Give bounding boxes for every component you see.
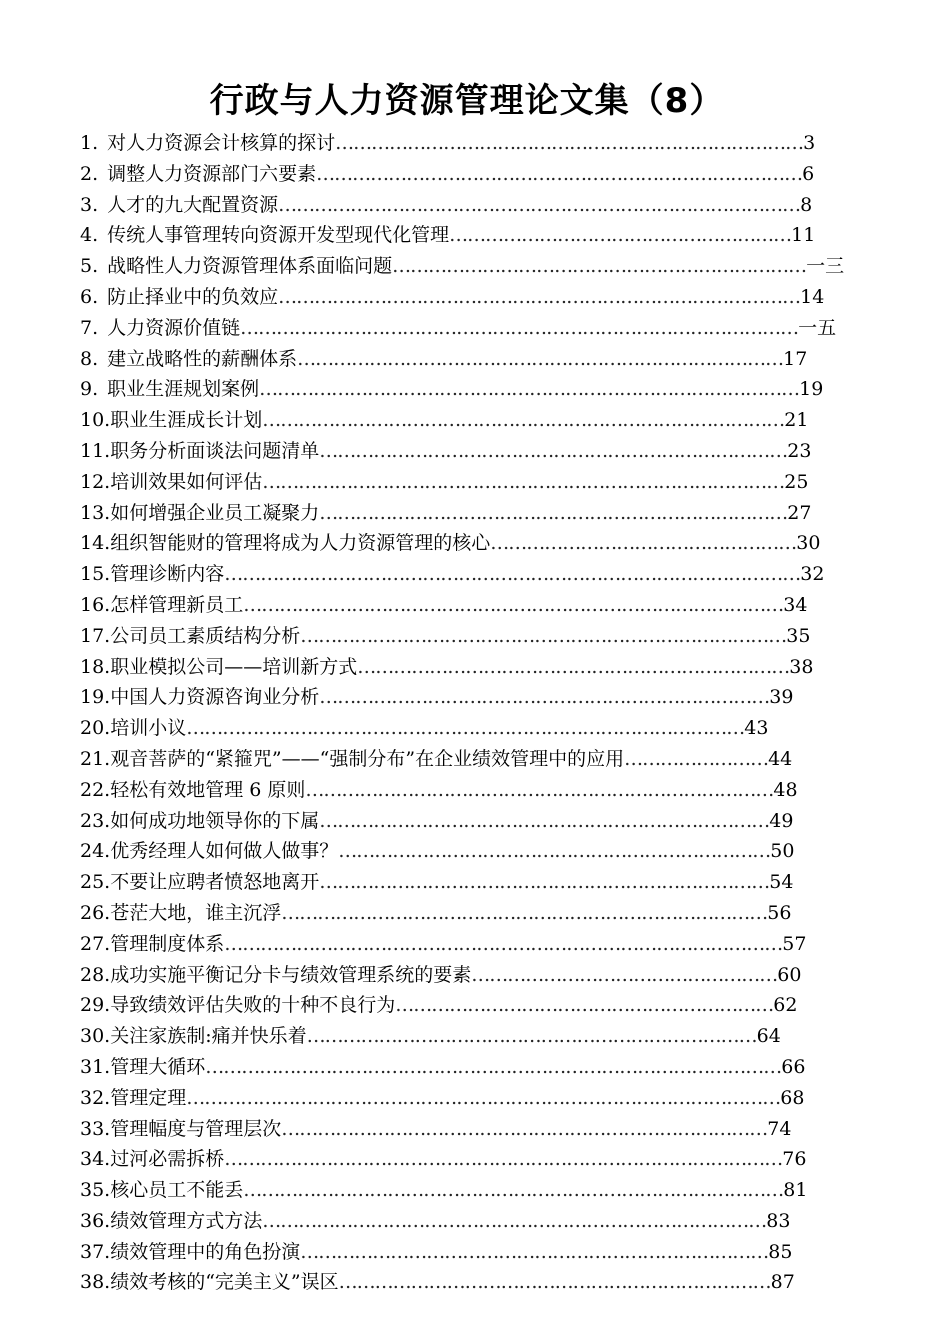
toc-entry (80, 313, 860, 344)
toc-entry-title: 传统人事管理转向资源开发型现代化管理 (107, 224, 450, 247)
toc-entry-number: 32. (80, 1086, 111, 1109)
toc-entry-title: 建立战略性的薪酬体系 (107, 347, 298, 370)
toc-entry-number: 24. (80, 840, 111, 863)
dot-leader: ……………………………………………………………………………………… (186, 1086, 781, 1109)
toc-entry-page-number: 60 (777, 963, 802, 986)
toc-entry-title: 培训效果如何评估 (110, 470, 263, 493)
toc-entry-title: 不要让应聘者愤怒地离开 (110, 871, 320, 894)
toc-entry-page-number: 一五 (798, 316, 837, 339)
dot-leader: ………………………………………………………………………………… (240, 316, 799, 339)
toc-entry-title: 培训小议 (110, 717, 187, 740)
dot-leader: …………………………………………………………………………… (278, 193, 801, 216)
toc-entry-title: 优秀经理人如何做人做事？ (110, 840, 339, 863)
dot-leader: ……………………………………………………………………………… (259, 378, 800, 401)
toc-entry-number: 29. (80, 994, 111, 1017)
toc-entry-title: 管理制度体系 (110, 932, 225, 955)
toc-entry-number: 38. (80, 1271, 111, 1294)
toc-entry-title: 人力资源价值链 (107, 316, 241, 339)
dot-leader: …………………………………………………………………… (319, 439, 788, 462)
toc-entry-title: 管理幅度与管理层次 (110, 1117, 282, 1140)
toc-entry-title: 管理大循环 (110, 1055, 206, 1078)
toc-entry (80, 1052, 860, 1083)
toc-entry-number: 36. (80, 1209, 111, 1232)
toc-entry (80, 929, 860, 960)
toc-entry (80, 1267, 860, 1298)
dot-leader: …………………………………………………………………………… (262, 470, 785, 493)
toc-entry (80, 806, 860, 837)
dot-leader: ………………………………………………………………… (306, 1025, 757, 1048)
toc-entry (80, 1021, 860, 1052)
toc-entry-page-number: 56 (767, 901, 792, 924)
toc-entry-number: 9. (80, 378, 99, 401)
toc-entry-number: 4. (80, 224, 99, 247)
toc-entry-title: 如何成功地领导你的下属 (110, 809, 320, 832)
toc-entry-title: 对人力资源会计核算的探讨 (107, 132, 336, 154)
dot-leader: …………………………………………… (490, 532, 797, 555)
dot-leader: ………………………………………………………………………………… (224, 1148, 783, 1171)
dot-leader: ………………………………………………………………… (319, 686, 770, 709)
toc-entry-number: 18. (80, 655, 111, 678)
toc-entry-number: 10. (80, 409, 111, 432)
toc-entry-number: 28. (80, 963, 111, 986)
toc-entry-number: 5. (80, 255, 99, 278)
toc-entry-title: 中国人力资源咨询业分析 (110, 686, 320, 709)
dot-leader: …………………………………………………………………………………… (224, 563, 801, 586)
toc-entry-number: 8. (80, 347, 99, 370)
toc-entry-page-number: 85 (768, 1240, 793, 1263)
toc-entry-page-number: 49 (769, 809, 794, 832)
toc-entry-number: 17. (80, 624, 111, 647)
toc-entry-title: 绩效考核的“完美主义”误区 (110, 1271, 339, 1294)
toc-entry (80, 282, 860, 313)
toc-entry-title: 战略性人力资源管理体系面临问题 (107, 255, 393, 278)
toc-entry-page-number: 34 (783, 593, 808, 616)
toc-entry-number: 19. (80, 686, 111, 709)
toc-entry-number: 7. (80, 316, 99, 339)
toc-entry (80, 867, 860, 898)
toc-entry-title: 防止择业中的负效应 (107, 285, 279, 308)
toc-entry-page-number: 3 (803, 132, 816, 154)
toc-entry-page-number: 81 (783, 1179, 808, 1202)
toc-entry-page-number: 6 (802, 162, 815, 185)
dot-leader: …………………… (624, 747, 769, 770)
dot-leader: …………………………………………………………………… (300, 1240, 769, 1263)
dot-leader: …………………………………………………………………………… (278, 285, 801, 308)
toc-entry (80, 1175, 860, 1206)
toc-entry-number: 15. (80, 563, 111, 586)
toc-entry-page-number: 87 (770, 1271, 795, 1294)
toc-entry-number: 31. (80, 1055, 111, 1078)
dot-leader: ………………………………………………………………… (319, 809, 770, 832)
toc-entry-page-number: 68 (780, 1086, 805, 1109)
toc-entry-page-number: 38 (789, 655, 814, 678)
toc-entry-page-number: 44 (768, 747, 793, 770)
toc-entry-title: 怎样管理新员工 (110, 593, 244, 616)
dot-leader: ……………………………………………………………………… (300, 624, 787, 647)
toc-entry-page-number: 64 (756, 1025, 781, 1048)
toc-entry-page-number: 27 (787, 501, 812, 524)
dot-leader: …………………………………………………………………………………… (205, 1055, 782, 1078)
toc-entry-title: 职务分析面谈法问题清单 (110, 439, 320, 462)
toc-entry-page-number: 57 (782, 932, 807, 955)
toc-entry (80, 374, 860, 405)
toc-entry (80, 436, 860, 467)
dot-leader: ………………………………………………………………………………… (224, 932, 783, 955)
toc-entry (80, 559, 860, 590)
toc-entry-number: 12. (80, 470, 111, 493)
toc-entry (80, 190, 860, 221)
dot-leader: ……………………………………………………………………… (316, 162, 803, 185)
dot-leader: ………………………………………………………………… (319, 871, 770, 894)
toc-entry-title: 核心员工不能丢 (110, 1179, 244, 1202)
toc-entry (80, 621, 860, 652)
toc-entry (80, 1206, 860, 1237)
toc-entry-page-number: 39 (769, 686, 794, 709)
toc-entry-page-number: 66 (781, 1055, 806, 1078)
toc-entry (80, 960, 860, 991)
toc-entry-title: 成功实施平衡记分卡与绩效管理系统的要素 (110, 963, 472, 986)
toc-entry-page-number: 17 (783, 347, 808, 370)
toc-entry-number: 35. (80, 1179, 111, 1202)
dot-leader: ………………………………………………… (449, 224, 792, 247)
toc-entry (80, 744, 860, 775)
toc-entry-title: 组织智能财的管理将成为人力资源管理的核心 (110, 532, 491, 555)
toc-entry-page-number: 11 (791, 224, 816, 247)
toc-entry (80, 775, 860, 806)
toc-entry (80, 498, 860, 529)
toc-entry (80, 1144, 860, 1175)
toc-entry-page-number: 74 (767, 1117, 792, 1140)
toc-entry-number: 34. (80, 1148, 111, 1171)
toc-entry-page-number: 19 (799, 378, 824, 401)
toc-entry (80, 1237, 860, 1268)
toc-entry-page-number: 83 (766, 1209, 791, 1232)
dot-leader: ………………………………………………………………………………… (186, 717, 745, 740)
toc-entry-number: 26. (80, 901, 111, 924)
toc-entry (80, 1114, 860, 1145)
toc-entry-page-number: 21 (784, 409, 809, 432)
toc-entry-number: 1. (80, 132, 99, 154)
toc-entry-title: 绩效管理中的角色扮演 (110, 1240, 301, 1263)
dot-leader: ………………………………………………………………………… (262, 1209, 767, 1232)
toc-entry-number: 37. (80, 1240, 111, 1263)
toc-entry (80, 713, 860, 744)
toc-entry-title: 职业模拟公司——培训新方式 (110, 655, 358, 678)
dot-leader: …………………………………………………………………… (305, 778, 774, 801)
toc-entry-title: 职业生涯规划案例 (107, 378, 260, 401)
table-of-contents (80, 128, 860, 1298)
toc-entry-number: 16. (80, 593, 111, 616)
toc-entry (80, 405, 860, 436)
dot-leader: …………………………………………… (471, 963, 778, 986)
toc-entry-page-number: 50 (770, 840, 795, 863)
toc-entry-number: 33. (80, 1117, 111, 1140)
toc-entry-number: 21. (80, 747, 111, 770)
toc-entry-title: 绩效管理方式方法 (110, 1209, 263, 1232)
toc-entry (80, 220, 860, 251)
toc-entry-page-number: 76 (782, 1148, 807, 1171)
toc-entry-title: 苍茫大地，谁主沉浮 (110, 901, 282, 924)
toc-entry-title: 公司员工素质结构分析 (110, 624, 301, 647)
toc-entry-number: 13. (80, 501, 111, 524)
dot-leader: ……………………………………………………………… (357, 655, 790, 678)
toc-entry (80, 898, 860, 929)
toc-entry-title: 导致绩效评估失败的十种不良行为 (110, 994, 396, 1017)
dot-leader: ……………………………………………………………… (338, 840, 771, 863)
dot-leader: ……………………………………………………………………………… (243, 593, 784, 616)
toc-entry (80, 467, 860, 498)
dot-leader: …………………………………………………………………………… (262, 409, 785, 432)
toc-entry-page-number: 25 (784, 470, 809, 493)
toc-entry-number: 3. (80, 193, 99, 216)
toc-entry-page-number: 14 (800, 285, 825, 308)
toc-entry-page-number: 35 (786, 624, 811, 647)
toc-entry-number: 30. (80, 1025, 111, 1048)
toc-entry (80, 836, 860, 867)
toc-entry-title: 职业生涯成长计划 (110, 409, 263, 432)
toc-entry (80, 1083, 860, 1114)
dot-leader: ……………………………………………………………………… (297, 347, 784, 370)
toc-entry-title: 轻松有效地管理 6 原则 (110, 778, 306, 801)
toc-entry-title: 观音菩萨的“紧箍咒”——“强制分布”在企业绩效管理中的应用 (110, 747, 625, 770)
toc-entry (80, 344, 860, 375)
document-title: 行政与人力资源管理论文集（8） (209, 81, 725, 121)
toc-entry-page-number: 54 (769, 871, 794, 894)
toc-entry-page-number: 43 (744, 717, 769, 740)
toc-entry-number: 22. (80, 778, 111, 801)
toc-entry-title: 管理定理 (110, 1086, 187, 1109)
toc-entry (80, 128, 860, 159)
toc-entry-number: 23. (80, 809, 111, 832)
dot-leader: ……………………………………………………………………… (281, 1117, 768, 1140)
toc-entry (80, 528, 860, 559)
toc-entry-number: 27. (80, 932, 111, 955)
dot-leader: ……………………………………………………………………… (281, 901, 768, 924)
dot-leader: ……………………………………………………………… (338, 1271, 771, 1294)
toc-entry-page-number: 一三 (806, 255, 845, 278)
dot-leader: ……………………………………………………… (395, 994, 774, 1017)
dot-leader: ……………………………………………………………………………… (243, 1179, 784, 1202)
toc-entry (80, 682, 860, 713)
dot-leader: …………………………………………………………………… (319, 501, 788, 524)
toc-entry-page-number: 32 (800, 563, 825, 586)
toc-entry-page-number: 8 (800, 193, 813, 216)
dot-leader: …………………………………………………………………… (335, 132, 804, 154)
toc-entry-number: 6. (80, 285, 99, 308)
toc-entry-number: 11. (80, 439, 111, 462)
toc-entry-page-number: 62 (773, 994, 798, 1017)
toc-entry-page-number: 23 (787, 439, 812, 462)
dot-leader: …………………………………………………………… (392, 255, 807, 278)
toc-entry-title: 过河必需拆桥 (110, 1148, 225, 1171)
toc-entry-number: 2. (80, 162, 99, 185)
toc-entry-title: 如何增强企业员工凝聚力 (110, 501, 320, 524)
toc-entry-number: 25. (80, 871, 111, 894)
toc-entry (80, 251, 860, 282)
toc-entry-number: 20. (80, 717, 111, 740)
toc-entry-page-number: 30 (796, 532, 821, 555)
toc-entry (80, 652, 860, 683)
toc-entry (80, 590, 860, 621)
toc-entry-title: 关注家族制:痛并快乐着 (110, 1025, 307, 1048)
toc-entry-number: 14. (80, 532, 111, 555)
toc-entry (80, 159, 860, 190)
toc-entry (80, 990, 860, 1021)
toc-entry-page-number: 48 (773, 778, 798, 801)
toc-entry-title: 人才的九大配置资源 (107, 193, 279, 216)
toc-entry-title: 管理诊断内容 (110, 563, 225, 586)
toc-entry-title: 调整人力资源部门六要素 (107, 162, 317, 185)
